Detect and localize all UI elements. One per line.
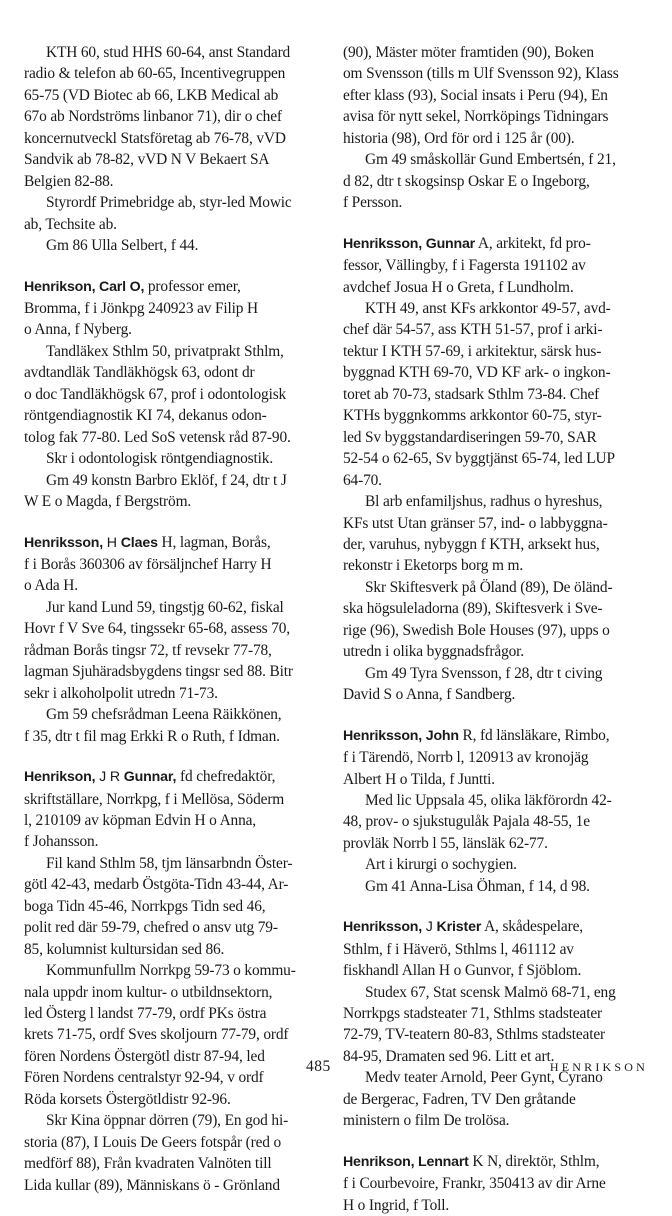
text-line: Skr Skiftesverk på Öland (89), De öländ- <box>365 578 613 596</box>
text-line: Med lic Uppsala 45, olika läkförordn 42- <box>365 791 612 809</box>
text-line: 67o ab Nordströms linbanor 71), dir o chef <box>24 108 282 126</box>
text-line: om Svensson (tills m Ulf Svensson 92), Klass <box>343 65 619 83</box>
text-line: f Johansson. <box>24 833 99 851</box>
text-line: KTH 60, stud HHS 60-64, anst Standard <box>46 44 291 61</box>
entry-heading: Henriksson, Gunnar A, arkitekt, fd pro- <box>343 234 591 252</box>
text-line: avisa för nytt sekel, Norrköpings Tidningars <box>343 108 609 126</box>
text-line: chef där 54-57, ass KTH 51-57, prof i arki- <box>343 321 603 339</box>
text-line: KTH 49, anst KFs arkkontor 49-57, avd- <box>365 299 611 317</box>
text-line: ska högsuleladorna (89), Skiftesverk i Sve- <box>343 600 603 618</box>
text-line: Gm 49 konstn Barbro Eklöf, f 24, dtr t J <box>46 471 287 489</box>
text-line: H o Ingrid, f Toll. <box>343 1196 450 1214</box>
text-line: f 35, dtr t fil mag Erkki R o Ruth, f Idman. <box>24 727 280 745</box>
page-number: 485 <box>306 1058 331 1075</box>
text-line: sekr i alkoholpolit utredn 71-73. <box>24 684 218 702</box>
text-line: f i Courbevoire, Frankr, 350413 av dir Arne <box>343 1175 606 1193</box>
entry-heading: Henrikson, Carl O, professor emer, <box>24 277 241 295</box>
text-line: utredn i olika byggnadsfrågor. <box>343 643 524 661</box>
text-line: Gm 59 chefsrådman Leena Räikkönen, <box>46 706 282 724</box>
text-line: Sthlm, f i Häverö, Sthlms l, 461112 av <box>343 940 574 958</box>
text-line: Albert H o Tilda, f Juntti. <box>343 770 496 788</box>
entry-krister-henriksson <box>343 916 643 1132</box>
text-line: krets 71-75, ordf Sves skoljourn 77-79, ordf <box>24 1026 289 1044</box>
text-line: Tandläkex Sthlm 50, privatprakt Sthlm, <box>46 342 284 360</box>
text-line: (90), Mäster möter framtiden (90), Boken <box>343 44 594 61</box>
text-line: ministern o film De trolösa. <box>343 1112 510 1130</box>
text-line: Medv teater Arnold, Peer Gynt, Cyrano <box>365 1069 603 1087</box>
entry-heading: Henriksson, John R, fd länsläkare, Rimbo, <box>343 726 610 744</box>
text-line: Art i kirurgi o sochygien. <box>365 856 517 874</box>
entry-name: Henriksson, <box>343 919 423 936</box>
text-line: o Ada H. <box>24 577 78 595</box>
text-line: Lida kullar (89), Människans ö - Grönland <box>24 1176 280 1194</box>
text-line: Röda korsets Östergötldistr 92-96. <box>24 1090 231 1108</box>
entry-heading: Henrikson, Lennart K N, direktör, Sthlm, <box>343 1152 600 1170</box>
entry-continuation <box>24 42 324 257</box>
text-line: storia (87), I Louis De Geers fotspår (red o <box>24 1133 282 1151</box>
text-line: Styrordf Primebridge ab, styr-led Mowic <box>46 194 292 212</box>
entry-name: Henriksson, <box>24 534 104 551</box>
text-line: Studex 67, Stat scensk Malmö 68-71, eng <box>365 983 616 1001</box>
text-line: Fören Nordens centralstyr 92-94, v ordf <box>24 1069 264 1087</box>
text-line: de Bergerac, Fadren, TV Den gråtande <box>343 1090 576 1108</box>
entry-name: Henriksson, John <box>343 727 459 744</box>
text-line: Gm 49 Tyra Svensson, f 28, dtr t civing <box>365 664 603 682</box>
right-column <box>343 42 643 1216</box>
text-line: tolog fak 77-80. Led SoS vetensk råd 87-90. <box>24 428 291 446</box>
entry-heading: Henriksson, H Claes H, lagman, Borås, <box>24 533 271 551</box>
page-footer <box>0 1058 672 1082</box>
text-line: fören Nordens Östergötl distr 87-94, led <box>24 1047 265 1065</box>
entry-gunnar-a-henriksson <box>343 233 643 706</box>
running-head: HENRIKSON <box>549 1060 648 1074</box>
text-line: nala uppdr inom kultur- o utbildnsektorn, <box>24 983 273 1001</box>
text-line: KFs utst Utan gränser 57, ind- o labbyggna- <box>343 514 608 532</box>
entry-name: Henriksson, Gunnar <box>343 235 475 252</box>
text-line: David S o Anna, f Sandberg. <box>343 686 516 704</box>
text-line: 85, kolumnist kultursidan sed 86. <box>24 940 225 958</box>
text-line: fessor, Vällingby, f i Fagersta 191102 av <box>343 257 586 275</box>
entry-carl-henrikson <box>24 276 324 513</box>
entry-heading: Henriksson, J Krister A, skådespelare, <box>343 918 583 936</box>
text-line: Kommunfullm Norrkpg 59-73 o kommu- <box>46 962 296 980</box>
text-line: Sandvik ab 78-82, vVD N V Bekaert SA <box>24 151 270 169</box>
text-line: avdtandläk Tandläkhögsk 63, odont dr <box>24 364 255 382</box>
entry-lennart-henrikson <box>343 1151 643 1216</box>
text-line: medförf 88), Från kvadraten Valnöten till <box>24 1155 272 1173</box>
text-line: f i Borås 360306 av försäljnchef Harry H <box>24 555 272 573</box>
text-line: Skr i odontologisk röntgendiagnostik. <box>46 450 274 468</box>
text-line: koncernutveckl Statsföretag ab 76-78, vVD <box>24 129 286 147</box>
text-line: Belgien 82-88. <box>24 172 114 190</box>
entry-gunnar-henrikson <box>24 766 324 1196</box>
text-line: skriftställare, Norrkpg, f i Mellösa, Söderm <box>24 790 285 808</box>
text-line: 65-75 (VD Biotec ab 66, LKB Medical ab <box>24 86 279 104</box>
text-line: Jur kand Lund 59, tingstjg 60-62, fiskal <box>46 598 284 616</box>
text-line: röntgendiagnostik KI 74, dekanus odon- <box>24 407 267 425</box>
text-line: 84-95, Dramaten sed 96. Litt et art. <box>343 1047 555 1065</box>
text-line: toret ab 70-73, stadsark Sthlm 73-84. Chef <box>343 385 600 403</box>
text-line: fiskhandl Allan H o Gunvor, f Sjöblom. <box>343 962 582 980</box>
text-line: rådman Borås tingsr 72, tf revsekr 77-78, <box>24 641 272 659</box>
text-line: Bl arb enfamiljshus, radhus o hyreshus, <box>365 493 603 511</box>
text-line: Gm 49 småskollär Gund Embertsén, f 21, <box>365 151 616 169</box>
text-line: Norrkpgs stadsteater 71, Sthlms stadsteater <box>343 1005 602 1023</box>
text-line: o Anna, f Nyberg. <box>24 321 132 339</box>
text-line: led Österg l landst 77-79, ordf PKs östra <box>24 1005 267 1023</box>
text-line: rekonstr i Eketorps borg m m. <box>343 557 524 575</box>
text-line: lagman Sjuhäradsbygdens tingsr sed 88. Bitr <box>24 663 293 681</box>
entry-continuation <box>343 42 643 214</box>
left-column <box>24 42 324 1196</box>
entry-name: Henrikson, Carl O, <box>24 278 145 295</box>
text-line: W E o Magda, f Bergström. <box>24 493 192 511</box>
text-line: der, varuhus, nybyggn f KTH, arksekt hus, <box>343 535 600 553</box>
text-line: tektur I KTH 57-69, i arkitektur, särsk hus- <box>343 342 602 360</box>
text-line: radio & telefon ab 60-65, Incentivegruppen <box>24 65 286 83</box>
entry-name: Henrikson, Lennart <box>343 1153 469 1170</box>
text-line: götl 42-43, medarb Östgöta-Tidn 43-44, Ar- <box>24 876 289 894</box>
text-line: o doc Tandläkhögsk 67, prof i odontologisk <box>24 385 287 403</box>
text-line: Gm 86 Ulla Selbert, f 44. <box>46 237 199 255</box>
text-line: boga Tidn 45-46, Norrkpgs Tidn sed 46, <box>24 897 266 915</box>
text-line: 64-70. <box>343 471 382 489</box>
text-line: rige (96), Swedish Bole Houses (97), upps o <box>343 621 610 639</box>
text-line: polit red där 59-79, chefred o ansv utg 79- <box>24 919 278 937</box>
text-line: l, 210109 av köpman Edvin H o Anna, <box>24 811 256 829</box>
text-line: KTHs byggnkomms arkkontor 60-75, styr- <box>343 407 602 425</box>
entry-heading: Henrikson, J R Gunnar, fd chefredaktör, <box>24 768 276 786</box>
text-line: Skr Kina öppnar dörren (79), En god hi- <box>46 1112 289 1130</box>
entry-name: Henrikson, <box>24 769 96 786</box>
text-line: byggnad KTH 69-70, VD KF ark- o ingkon- <box>343 364 611 382</box>
text-line: 52-54 o 62-65, Sv byggtjänst 65-74, led LUP <box>343 450 615 468</box>
text-line: avdchef Josua H o Greta, f Lundholm. <box>343 278 574 296</box>
text-line: 72-79, TV-teatern 80-83, Sthlms stadsteater <box>343 1026 605 1044</box>
text-line: efter klass (93), Social insats i Peru (94), En <box>343 86 608 104</box>
text-line: 48, prov- o sjukstugulåk Pajala 48-55, 1e <box>343 813 590 831</box>
text-line: provläk Norrb l 55, länsläk 62-77. <box>343 834 548 852</box>
text-line: Fil kand Sthlm 58, tjm länsarbndn Öster- <box>46 854 293 872</box>
text-line: d 82, dtr t skogsinsp Oskar E o Ingeborg, <box>343 172 590 190</box>
entry-john-henriksson <box>343 725 643 898</box>
entry-claes-henriksson <box>24 532 324 748</box>
text-line: led Sv byggstandardiseringen 59-70, SAR <box>343 428 597 446</box>
text-line: ab, Techsite ab. <box>24 215 117 233</box>
text-line: historia (98), Ord för ord i 125 år (00). <box>343 129 575 147</box>
text-line: Bromma, f i Jönkpg 240923 av Filip H <box>24 299 259 317</box>
text-line: Gm 41 Anna-Lisa Öhman, f 14, d 98. <box>365 877 590 895</box>
text-line: f Persson. <box>343 194 403 212</box>
text-line: Hovr f V Sve 64, tingssekr 65-68, assess 70, <box>24 620 291 638</box>
text-line: f i Tärendö, Norrb l, 120913 av kronojäg <box>343 749 589 767</box>
